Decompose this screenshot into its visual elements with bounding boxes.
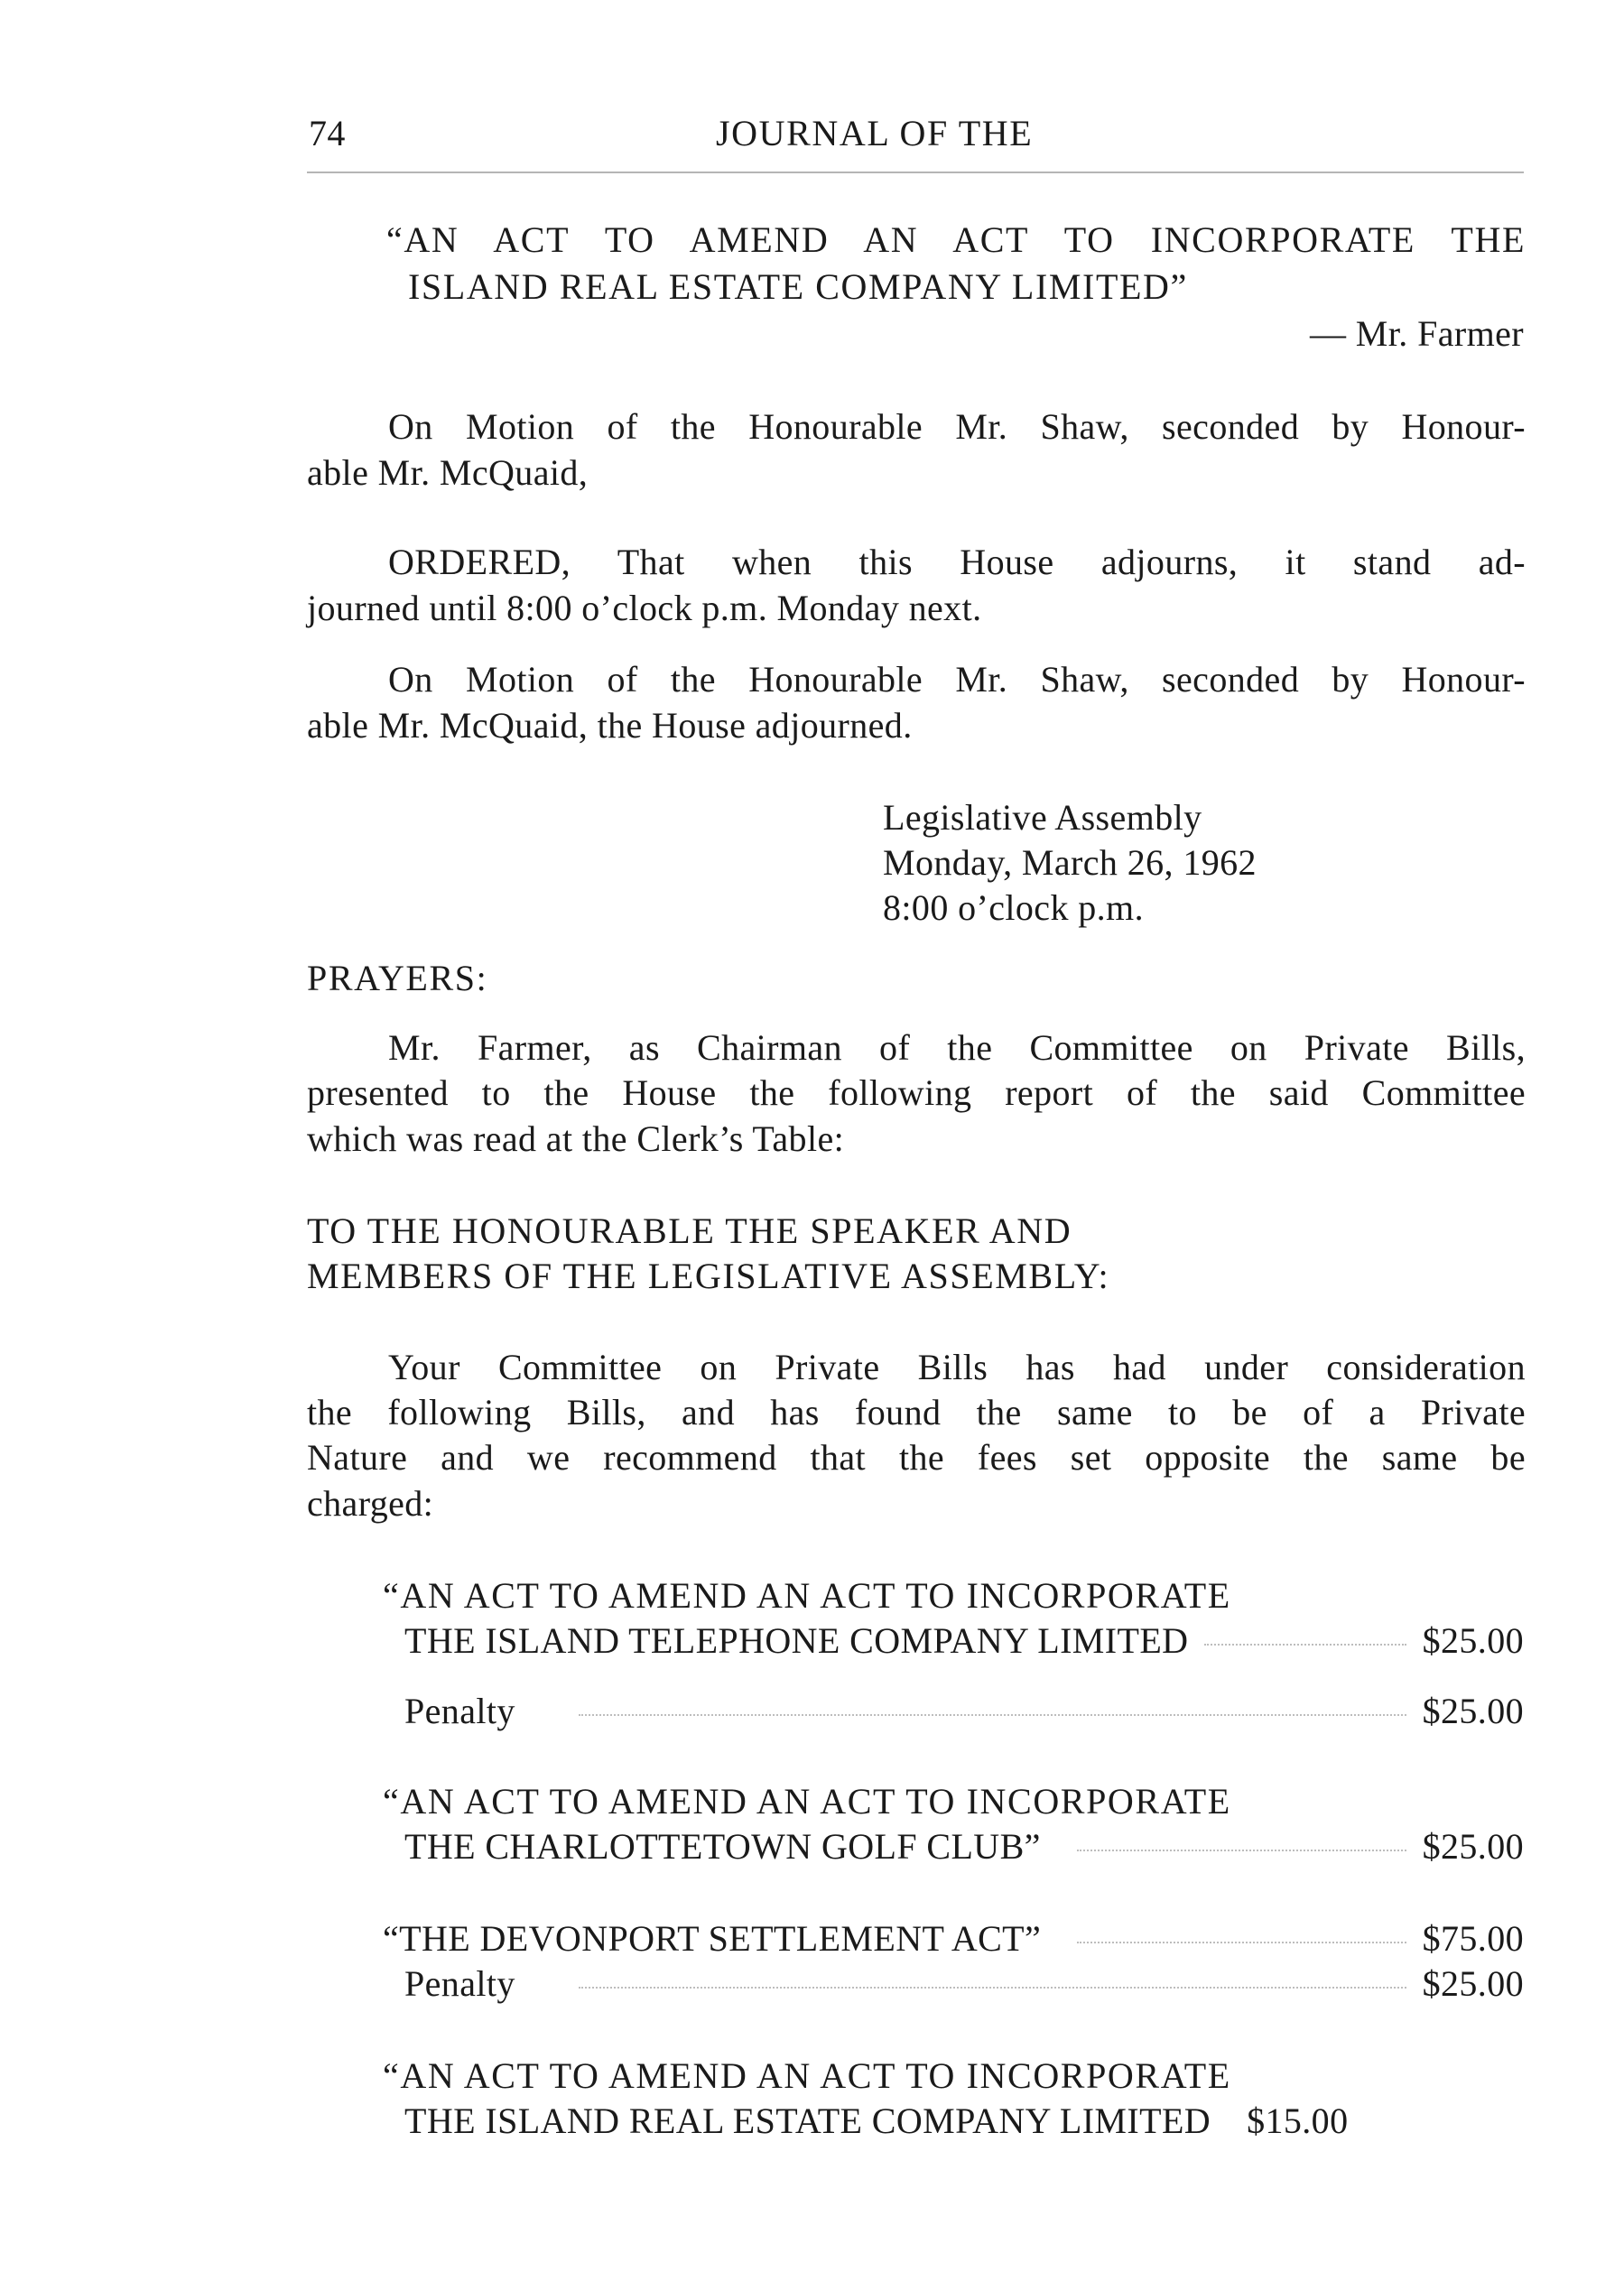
bill-fee: $25.00: [1422, 1620, 1524, 1661]
ordered-line-2: journed until 8:00 o’clock p.m. Monday next.: [307, 588, 982, 628]
sitting-date: Monday, March 26, 1962: [883, 842, 1257, 883]
bill-fee-row: [404, 2098, 1524, 2145]
penalty-fee: $25.00: [1422, 1691, 1524, 1731]
dot-leader: [1077, 1942, 1406, 1943]
committee-report-line-2: presented to the House the following report of the said Committee: [307, 1072, 1526, 1113]
recommendation-line-1: Your Committee on Private Bills has had under consideration: [388, 1347, 1526, 1387]
motion-2-line-2: able Mr. McQuaid, the House adjourned.: [307, 705, 913, 746]
dot-leader: [579, 1714, 1406, 1716]
dot-leader: [1077, 1850, 1406, 1851]
penalty-label: Penalty: [404, 1691, 515, 1731]
bill-fee-row: [383, 1915, 1524, 1962]
sitting-time: 8:00 o’clock p.m.: [883, 887, 1144, 928]
bill-title-line-1: “THE DEVONPORT SETTLEMENT ACT”: [383, 1918, 1042, 1959]
running-title: JOURNAL OF THE: [716, 113, 1034, 153]
opening-bill-sponsor: — Mr. Farmer: [1310, 313, 1524, 354]
penalty-row: [404, 1961, 1524, 2007]
penalty-fee: $25.00: [1422, 1963, 1524, 2004]
bill-title-line-1: “AN ACT TO AMEND AN ACT TO INCORPORATE: [383, 1575, 1231, 1616]
address-line-1: TO THE HONOURABLE THE SPEAKER AND: [307, 1210, 1072, 1251]
address-line-2: MEMBERS OF THE LEGISLATIVE ASSEMBLY:: [307, 1256, 1110, 1296]
bill-fee: $25.00: [1422, 1826, 1524, 1867]
prayers-heading: PRAYERS:: [307, 958, 488, 998]
bill-fee: $75.00: [1422, 1918, 1524, 1959]
recommendation-line-2: the following Bills, and has found the same to be of a Private: [307, 1392, 1526, 1433]
bill-title-line-2: THE ISLAND REAL ESTATE COMPANY LIMITED: [404, 2100, 1211, 2141]
dot-leader: [579, 1987, 1406, 1989]
penalty-label: Penalty: [404, 1963, 515, 2004]
ordered-line-1: ORDERED, That when this House adjourns, it stand ad-: [388, 542, 1526, 582]
bill-fee-row: [404, 1618, 1524, 1664]
committee-report-line-3: which was read at the Clerk’s Table:: [307, 1118, 845, 1159]
motion-1-line-2: able Mr. McQuaid,: [307, 452, 589, 493]
recommendation-line-3: Nature and we recommend that the fees set opposite the same be: [307, 1437, 1526, 1478]
motion-2-line-1: On Motion of the Honourable Mr. Shaw, seconded by Honour-: [388, 659, 1526, 700]
opening-bill-line-1: “AN ACT TO AMEND AN ACT TO INCORPORATE THE: [386, 219, 1526, 260]
bill-title-line-1: “AN ACT TO AMEND AN ACT TO INCORPORATE: [383, 2055, 1231, 2096]
header-rule: [307, 172, 1524, 173]
penalty-row: [404, 1688, 1524, 1735]
bill-title-line-1: “AN ACT TO AMEND AN ACT TO INCORPORATE: [383, 1781, 1231, 1822]
bill-title-line-2: THE ISLAND TELEPHONE COMPANY LIMITED: [404, 1620, 1189, 1661]
bill-fee-row: [404, 1823, 1524, 1870]
bill-title-line-2: THE CHARLOTTETOWN GOLF CLUB”: [404, 1826, 1041, 1867]
committee-report-line-1: Mr. Farmer, as Chairman of the Committee on Private Bills,: [388, 1027, 1526, 1068]
recommendation-line-4: charged:: [307, 1483, 434, 1524]
dot-leader: [1204, 1644, 1406, 1646]
bill-fee: $15.00: [1247, 2100, 1349, 2141]
sitting-place: Legislative Assembly: [883, 797, 1202, 838]
page-number: 74: [309, 113, 346, 153]
motion-1-line-1: On Motion of the Honourable Mr. Shaw, seconded by Honour-: [388, 406, 1526, 447]
opening-bill-line-2: ISLAND REAL ESTATE COMPANY LIMITED”: [408, 266, 1188, 307]
